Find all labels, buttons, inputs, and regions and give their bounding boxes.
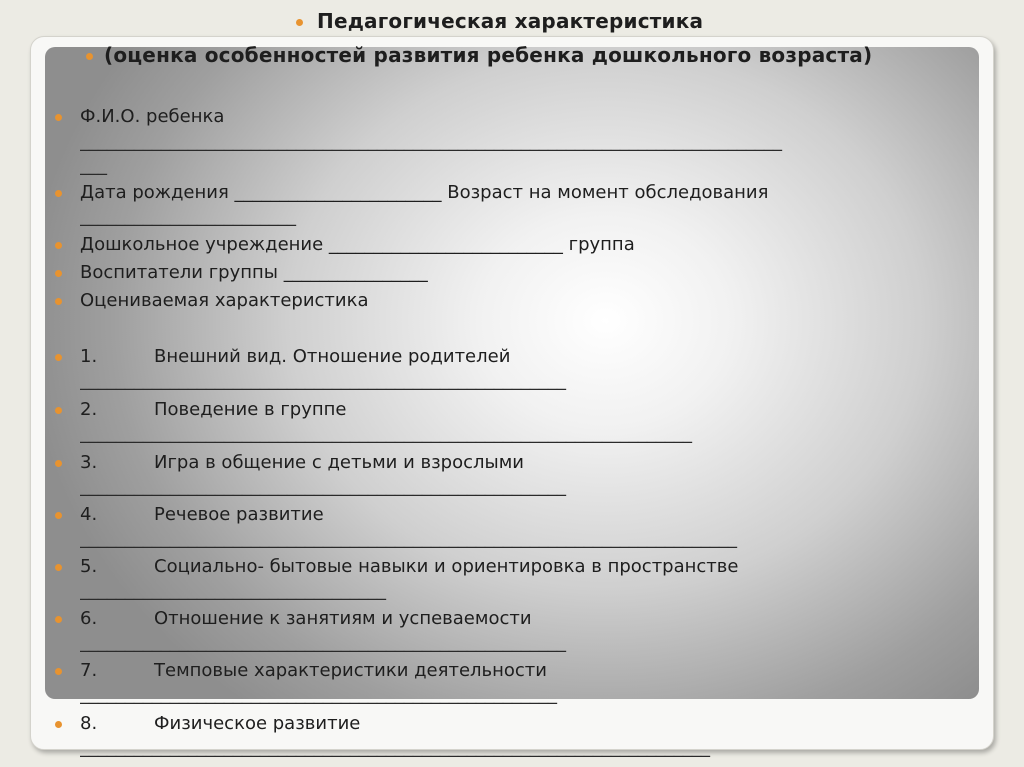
- item-number: 3.: [80, 452, 98, 473]
- item-label: Физическое развитие: [154, 713, 361, 734]
- item-number: 6.: [80, 608, 98, 629]
- field-teachers-label: Воспитатели группы ________________: [80, 262, 428, 283]
- item-number: 4.: [80, 504, 98, 525]
- item-number: 8.: [80, 713, 98, 734]
- field-assessed-label: Оцениваемая характеристика: [80, 290, 369, 311]
- bullet-icon: [296, 19, 303, 26]
- item-line: ______________________________________________________: [80, 476, 566, 497]
- bullet-icon: [55, 616, 62, 623]
- field-institution-label: Дошкольное учреждение __________________________ группа: [80, 234, 635, 255]
- item-label: Социально- бытовые навыки и ориентировка в пространстве: [154, 556, 739, 577]
- item-label: Внешний вид. Отношение родителей: [154, 346, 511, 367]
- bullet-icon: [55, 298, 62, 305]
- bullet-icon: [55, 114, 62, 121]
- item-label: Темповые характеристики деятельности: [154, 660, 547, 681]
- bullet-icon: [55, 721, 62, 728]
- item-line: ______________________________________________________: [80, 370, 566, 391]
- item-line: ______________________________________________________: [80, 632, 566, 653]
- item-line: ______________________________________________________________________: [80, 737, 710, 758]
- fio-line: ______________________________________________________________________________: [80, 131, 782, 152]
- bullet-icon: [55, 512, 62, 519]
- item-line: __________________________________: [80, 580, 386, 601]
- item-label: Поведение в группе: [154, 399, 347, 420]
- item-line: _____________________________________________________: [80, 684, 557, 705]
- bullet-icon: [55, 460, 62, 467]
- bullet-icon: [55, 407, 62, 414]
- bullet-icon: [55, 564, 62, 571]
- item-number: 5.: [80, 556, 98, 577]
- item-label: Игра в общение с детьми и взрослыми: [154, 452, 524, 473]
- bullet-icon: [55, 354, 62, 361]
- field-birth-label: Дата рождения _______________________ Возраст на момент обследования: [80, 182, 769, 203]
- item-number: 7.: [80, 660, 98, 681]
- bullet-icon: [86, 53, 93, 60]
- field-fio-label: Ф.И.О. ребенка: [80, 106, 225, 127]
- item-label: Отношение к занятиям и успеваемости: [154, 608, 532, 629]
- birth-line: ________________________: [80, 206, 296, 227]
- page-subtitle: (оценка особенностей развития ребенка дошкольного возраста): [104, 43, 873, 67]
- item-label: Речевое развитие: [154, 504, 324, 525]
- bullet-icon: [55, 242, 62, 249]
- fio-line-continued: ___: [80, 155, 107, 176]
- item-line: _________________________________________________________________________: [80, 528, 737, 549]
- item-number: 2.: [80, 399, 98, 420]
- page-title: Педагогическая характеристика: [317, 9, 704, 33]
- bullet-icon: [55, 190, 62, 197]
- item-line: ____________________________________________________________________: [80, 423, 692, 444]
- item-number: 1.: [80, 346, 98, 367]
- bullet-icon: [55, 270, 62, 277]
- bullet-icon: [55, 668, 62, 675]
